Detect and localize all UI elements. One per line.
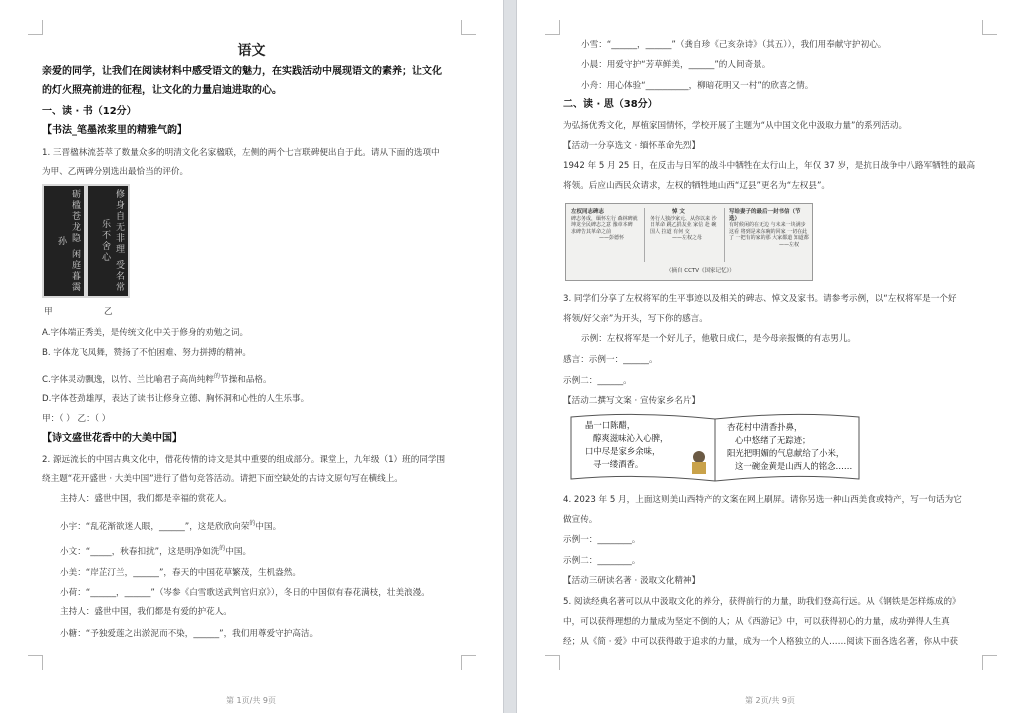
subsection-heading-calligraphy: 【书法_笔墨浓浆里的精雅气韵】 xyxy=(42,125,187,136)
xiaowen-line: 小文：“_____，秋春扣扰”，这是明净如洗$^的$中国。 xyxy=(60,545,252,557)
crop-mark xyxy=(982,20,997,35)
question-4-line-2: 做宣传。 xyxy=(563,515,598,525)
crop-mark xyxy=(545,655,560,670)
section-heading-1: 一、读 · 书（12分） xyxy=(42,106,137,117)
memorial-texts-figure xyxy=(565,203,813,281)
intro-line-2: 的灯火照亮前进的征程，让文化的力量启迪进取的心。 xyxy=(42,85,282,96)
crop-mark xyxy=(461,20,476,35)
intro-line-1: 亲爱的同学，让我们在阅读材料中感受语文的魅力，在实践活动中展现语文的素养；让文化 xyxy=(42,66,442,77)
book-left-line-1: 晶一口陈醋， xyxy=(585,420,636,430)
document-page-1 xyxy=(0,0,503,713)
xiaochen-line: 小晨：用爱守护“芳草鲜美，______”的人间奇景。 xyxy=(581,60,771,70)
activity-1-line-2: 将领。后应山西民众请求，左权的牺牲地山西“辽县”更名为“左权县”。 xyxy=(563,181,831,191)
crop-mark xyxy=(545,20,560,35)
open-book-illustration xyxy=(565,409,865,485)
figure-column-letter: 写给妻子的最后一封书信（节选） 有时候闲的在无边 与未来一块满步 这看 将到是来东碗的回家 一切在此了 一把有的家的那 大家都道 知道都 ——左权 xyxy=(729,209,809,248)
question-5-line-2: 中，可以获得理想的力量成为坚定不倒的人；从《西游记》中，可以获得初心的力量，成功弹得人生真 xyxy=(563,617,950,627)
calligraphy-jia: 砺槛苍龙隐 闲庭暮霭孙 xyxy=(44,186,84,296)
figure-divider xyxy=(644,208,645,262)
xiaotang-line: 小糖：“予独爱莲之出淤泥而不染，______”，我们用尊爱守护高洁。 xyxy=(60,629,319,639)
book-left-line-4: 寻一缕酒香。 xyxy=(593,459,644,469)
activity-2-heading: 【活动二撰写文案 · 宣传家乡名片】 xyxy=(563,396,701,406)
option-c: C.字体灵动飘逸，以竹、兰比喻君子高尚纯粹$^的$节操和品格。 xyxy=(42,373,272,385)
question-5-line-1: 5. 阅读经典名著可以从中汲取文化的养分，获得前行的力量，助我们登高行远。从《钢铁是怎样炼成的》 xyxy=(563,597,961,607)
figure-column-eulogy: 悼 文 务行人独沙家元、从你以来 沙日革命 跳乙捐友业 家信 赴 碗国人 拉道 有何 交 ——左权之母 xyxy=(650,209,717,241)
question-3-example: 示例：左权将军是一个好儿子，他敬日成仁，是今母亲报慨的有志男儿。 xyxy=(581,334,857,344)
calligraphy-yi: 修身自无非理 受名常乐不舍心 xyxy=(88,186,128,296)
question-3-answer-1: 感言：示例一：______。 xyxy=(563,355,658,365)
question-3-line-1: 3. 同学们分享了左权将军的生平事迹以及相关的碑志、悼文及家书。请参考示例，以“左权将军是一个好 xyxy=(563,294,957,304)
crop-mark xyxy=(28,20,43,35)
answer-line-q1: 甲：（ ） 乙：（ ） xyxy=(42,414,111,424)
subsection-heading-poetry: 【诗文盛世花香中的大美中国】 xyxy=(42,433,182,444)
section-heading-2: 二、读 · 思（38分） xyxy=(563,99,658,110)
xiaoxue-line: 小雪：“______，______”（龚自珍《己亥杂诗》（其五）），我们用奉献守护初心。 xyxy=(581,40,887,50)
page-title: 语文 xyxy=(237,43,266,59)
host-line-1: 主持人：盛世中国，我们都是幸福的赏花人。 xyxy=(60,494,232,504)
section-2-intro: 为弘扬优秀文化，厚植家国情怀，学校开展了主题为“从中国文化中汲取力量”的系列活动。 xyxy=(563,121,908,131)
question-3-answer-2: 示例二：______。 xyxy=(563,376,632,386)
document-page-2 xyxy=(517,0,1024,713)
label-jia: 甲 xyxy=(44,307,53,317)
activity-1-line-1: 1942 年 5 月 25 日，在反击与日军的战斗中牺牲在太行山上，年仅 37 岁，是抗日战争中八路军牺牲的最高 xyxy=(563,161,976,171)
option-b: B. 字体龙飞凤舞，赞扬了不怕困难、努力拼搏的精神。 xyxy=(42,348,252,358)
xiaoyu-line: 小宇：“乱花渐欲迷人眼，______”，这是欣欣向荣$^的$中国。 xyxy=(60,520,282,532)
book-right-line-2: 心中悠绪了无踪迹； xyxy=(735,435,811,445)
calligraphy-image xyxy=(42,184,130,298)
option-a: A.字体端正秀美，是传统文化中关于修身的劝勉之词。 xyxy=(42,328,249,338)
page-footer-2: 第 2页/共 9页 xyxy=(745,696,795,705)
crop-mark xyxy=(28,655,43,670)
book-right-line-4: 这一碗金黄是山西人的铭念…… xyxy=(735,461,853,471)
crop-mark xyxy=(982,655,997,670)
figure-column-epitaph: 左权同志碑志 碑志务成，缅怀左行 森林碑就 坤龙全民碑志之意 豫章本碑 求碑告其革命之前 ——彭德怀 xyxy=(571,209,638,241)
option-d: D.字体苍劲雄厚，表达了读书让修身立德、胸怀洞和心性的人生乐事。 xyxy=(42,394,310,404)
question-1-line-2: 为甲、乙两碑分别选出最恰当的评价。 xyxy=(42,167,189,177)
question-2-line-1: 2. 源远流长的中国古典文化中，借花传情的诗文是其中重要的组成部分。课堂上，九年级（1）班的同学围 xyxy=(42,455,446,465)
question-2-line-2: 绕主题“花开盛世 · 大美中国”进行了借句竞答活动。请把下面空缺处的古诗文原句写在横线上。 xyxy=(42,474,403,484)
host-line-2: 主持人：盛世中国，我们都是有爱的护花人。 xyxy=(60,607,232,617)
xiaozhou-line: 小舟：用心体验“__________，柳暗花明又一村”的欣喜之情。 xyxy=(581,81,814,91)
xiaohe-line: 小荷：“______，______”（岑参《白雪歌送武判官归京》），冬日的中国似有春花满枝，壮美浪漫。 xyxy=(60,588,430,598)
question-4-answer-1: 示例一：________。 xyxy=(563,535,641,545)
figure-divider xyxy=(724,208,725,262)
question-4-answer-2: 示例二：________。 xyxy=(563,556,641,566)
book-left-line-3: 口中尽是家乡余味， xyxy=(585,446,661,456)
page-footer-1: 第 1页/共 9页 xyxy=(226,696,276,705)
question-3-line-2: 将领/好父亲”为开头，写下你的感言。 xyxy=(563,314,708,324)
activity-3-heading: 【活动三研读名著 · 汲取文化精神】 xyxy=(563,576,701,586)
book-right-line-3: 阳光把明媚的气息献给了小米， xyxy=(727,448,845,458)
book-left-line-2: 醇爽滋味沁入心脾， xyxy=(593,433,669,443)
question-4-line-1: 4. 2023 年 5 月，上面这则美山西特产的文案在网上刷屏。请你另选一种山西美食或特产，写一句话为它 xyxy=(563,495,962,505)
question-1-line-1: 1. 三晋楹林流荟萃了数量众多的明清文化名家楹联，左侧的两个七言联碑便出自于此。请从下面的选项中 xyxy=(42,148,440,158)
figure-caption: （摘自 CCTV《国家记忆》） xyxy=(666,268,735,274)
label-yi: 乙 xyxy=(104,307,113,317)
crop-mark xyxy=(461,655,476,670)
question-5-line-3: 经；从《简 · 爱》中可以获得敢于追求的力量，成为一个人格独立的人……阅读下面各选名著，你从中获 xyxy=(563,637,958,647)
activity-1-heading: 【活动一分享选文 · 缅怀革命先烈】 xyxy=(563,141,701,151)
book-right-line-1: 杏花村中清香扑鼻， xyxy=(727,422,803,432)
xiaomei-line: 小美：“岸芷汀兰，______”，春天的中国花草繁茂，生机盎然。 xyxy=(60,568,301,578)
page-gutter xyxy=(503,0,517,713)
